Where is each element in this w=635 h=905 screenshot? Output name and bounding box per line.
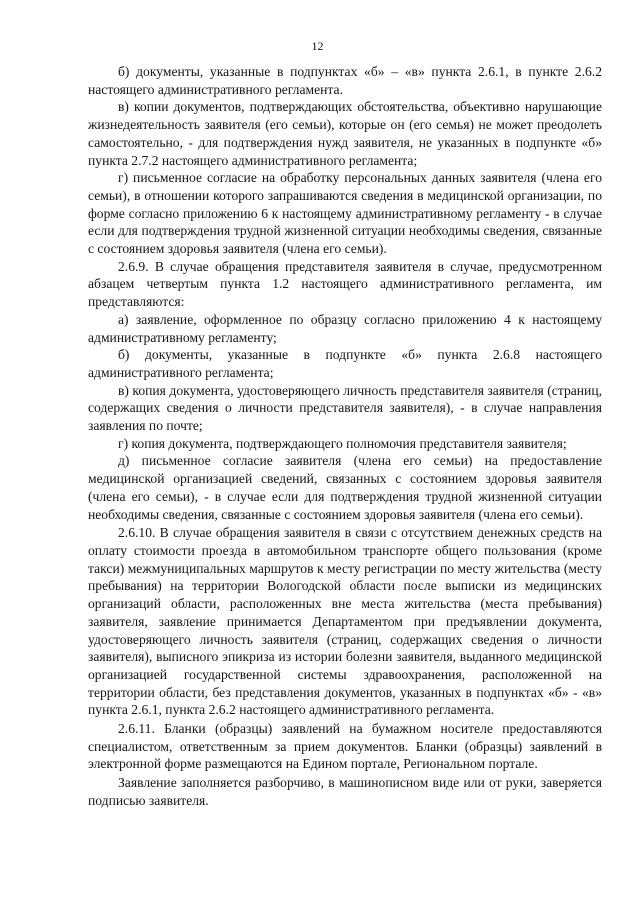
paragraph: г) копия документа, подтверждающего полномочия представителя заявителя; [118,435,567,451]
document-body [88,63,602,810]
paragraph: д) письменное согласие заявителя (члена его семьи) на предоставление медицинской организацией сведений, связанных с состоянием здоровья заявителя (члена его семьи), - в случае если для подтверждения трудной жизненной ситуации необходимы сведения, связанные с состоянием здоровья заявителя (члена его семьи). [88,453,602,522]
paragraph: а) заявление, оформленное по образцу согласно приложению 4 к настоящему административному регламенту; [88,311,602,345]
paragraph: б) документы, указанные в подпунктах «б» – «в» пункта 2.6.1, в пункте 2.6.2 настоящего административного регламента. [88,64,602,97]
paragraph: 2.6.9. В случае обращения представителя заявителя в случае, предусмотренном абзацем четвертым пункта 1.2 настоящего административного регламента, им представляются: [88,258,602,310]
paragraph: 2.6.11. Бланки (образцы) заявлений на бумажном носителе предоставляются специалистом, ответственным за прием документов. Бланки (образцы) заявлений в электронной форме размещаются на Едином портале, Региональном портале. [88,721,602,772]
paragraph: в) копии документов, подтверждающих обстоятельства, объективно нарушающие жизнедеятельность заявителя (его семьи), которые он (его семья) не может преодолеть самостоятельно, - для подтверждения нужд заявителя, не указанных в подпункте «б» пункта 2.7.2 настоящего административного регламента; [88,99,602,168]
paragraph: Заявление заполняется разборчиво, в машинописном виде или от руки, заверяется подписью заявителя. [88,775,602,808]
paragraph: г) письменное согласие на обработку персональных данных заявителя (члена его семьи), в отношении которого запрашиваются сведения в медицинской организации, по форме согласно приложению 6 к настоящему административному регламенту - в случае если для подтверждения трудной жизненной ситуации необходимы сведения, связанные с состоянием здоровья заявителя (члена его семьи). [88,170,602,257]
paragraph: в) копия документа, удостоверяющего личность представителя заявителя (страниц, содержащих сведения о личности представителя заявителя), - в случае направления заявления по почте; [88,382,602,434]
paragraph: 2.6.10. В случае обращения заявителя в связи с отсутствием денежных средств на оплату стоимости проезда в автомобильном транспорте общего пользования (кроме такси) межмуниципальных маршрутов к месту регистрации по месту жительства (месту пребывания) на территории Вологодской области после выписки из медицинских организаций области, расположенных вне места жительства (места пребывания) заявителя, заявление принимается Департаментом при предъявлении документа, удостоверяющего личность заявителя (страниц, содержащих сведения о личности заявителя), выписного эпикриза из истории болезни заявителя, выданного медицинской организацией государственной системы здравоохранения, расположенной на территории области, без представления документов, указанных в подпунктах «б» - «в» пункта 2.6.1, пункта 2.6.2 настоящего административного регламента. [88,525,602,718]
page-number: 12 [311,39,324,53]
paragraph: б) документы, указанные в подпункте «б» пункта 2.6.8 настоящего административного регламента; [88,347,602,380]
